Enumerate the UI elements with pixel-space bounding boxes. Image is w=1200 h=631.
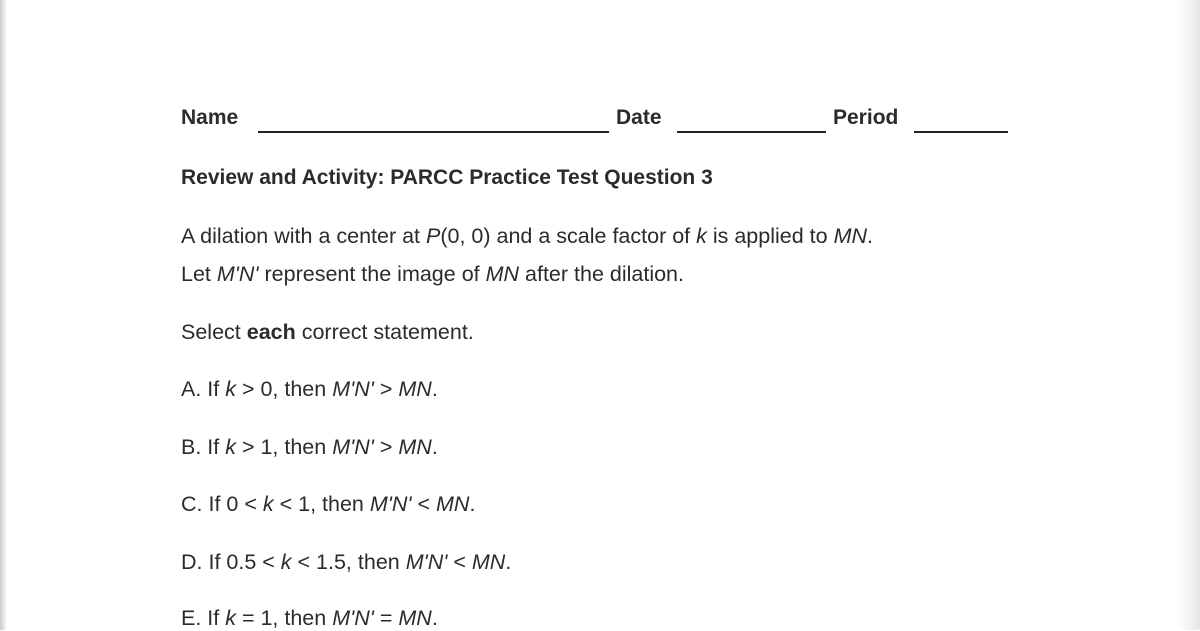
period-label: Period — [833, 106, 899, 129]
instruction-text: Select — [181, 320, 247, 344]
scale-factor-k: k — [225, 435, 236, 459]
prompt-line-2 — [181, 262, 684, 287]
option-text: > 1, then — [235, 435, 333, 459]
segment-mn: MN — [833, 224, 867, 248]
segment-image: M'N' — [332, 435, 374, 459]
prompt-text: represent the image of — [258, 262, 486, 286]
segment-mn: MN — [485, 262, 520, 286]
option-text: A. If — [181, 377, 226, 401]
prompt-text: A dilation with a center at — [181, 224, 427, 248]
prompt-text: Let — [181, 262, 217, 286]
option-text: E. If — [181, 606, 226, 630]
worksheet-title: Review and Activity: PARCC Practice Test Question 3 — [181, 166, 713, 189]
option-text: B. If — [181, 435, 226, 459]
name-blank-line — [258, 131, 609, 133]
option-operator: > — [373, 377, 399, 401]
segment-image: M'N' — [332, 606, 374, 630]
option-text: D. If 0.5 < — [181, 550, 281, 574]
scan-edge-left — [0, 0, 7, 630]
option-text: . — [431, 435, 438, 459]
answer-option-d[interactable] — [181, 550, 511, 575]
instruction-text: correct statement. — [295, 320, 474, 344]
segment-image: M'N' — [369, 492, 412, 516]
option-operator: > — [373, 435, 399, 459]
prompt-line-1 — [181, 224, 873, 249]
option-operator: < — [447, 550, 472, 574]
option-text: < 1, then — [273, 492, 370, 516]
option-operator: < — [411, 492, 437, 516]
answer-option-a[interactable] — [181, 377, 438, 402]
option-text: . — [431, 377, 438, 401]
segment-image: M'N' — [332, 377, 374, 401]
scale-factor-k: k — [225, 606, 236, 630]
answer-option-c[interactable] — [181, 492, 475, 517]
prompt-text: (0, 0) and a scale factor of — [440, 224, 697, 248]
prompt-text: after the dilation. — [519, 262, 684, 286]
answer-option-e[interactable] — [181, 606, 438, 631]
option-text: C. If 0 < — [181, 492, 263, 516]
segment-mn: MN — [398, 606, 432, 630]
scale-factor-k: k — [262, 492, 274, 516]
segment-image: M'N' — [405, 550, 448, 574]
instruction-emphasis: each — [246, 320, 296, 344]
scan-edge-right — [1176, 0, 1200, 630]
instruction — [181, 320, 474, 345]
segment-mn: MN — [471, 550, 506, 574]
option-text: . — [505, 550, 512, 574]
worksheet-page — [181, 0, 1041, 630]
period-blank-line — [914, 131, 1008, 133]
date-blank-line — [677, 131, 826, 133]
scale-factor-k: k — [225, 377, 236, 401]
segment-mn: MN — [398, 377, 432, 401]
date-label: Date — [616, 106, 662, 129]
prompt-text: is applied to — [706, 224, 834, 248]
point-p: P — [426, 224, 441, 248]
scale-factor-k: k — [280, 550, 292, 574]
name-label: Name — [181, 106, 239, 129]
option-operator: = — [373, 606, 399, 630]
option-text: = 1, then — [235, 606, 333, 630]
answer-option-b[interactable] — [181, 435, 438, 460]
option-text: . — [469, 492, 476, 516]
scale-factor-k: k — [696, 224, 707, 248]
option-text: . — [431, 606, 438, 630]
option-text: < 1.5, then — [291, 550, 406, 574]
prompt-text: . — [867, 224, 873, 248]
segment-mn: MN — [436, 492, 470, 516]
option-text: > 0, then — [235, 377, 333, 401]
segment-mn: MN — [398, 435, 432, 459]
segment-image: M'N' — [216, 262, 259, 286]
